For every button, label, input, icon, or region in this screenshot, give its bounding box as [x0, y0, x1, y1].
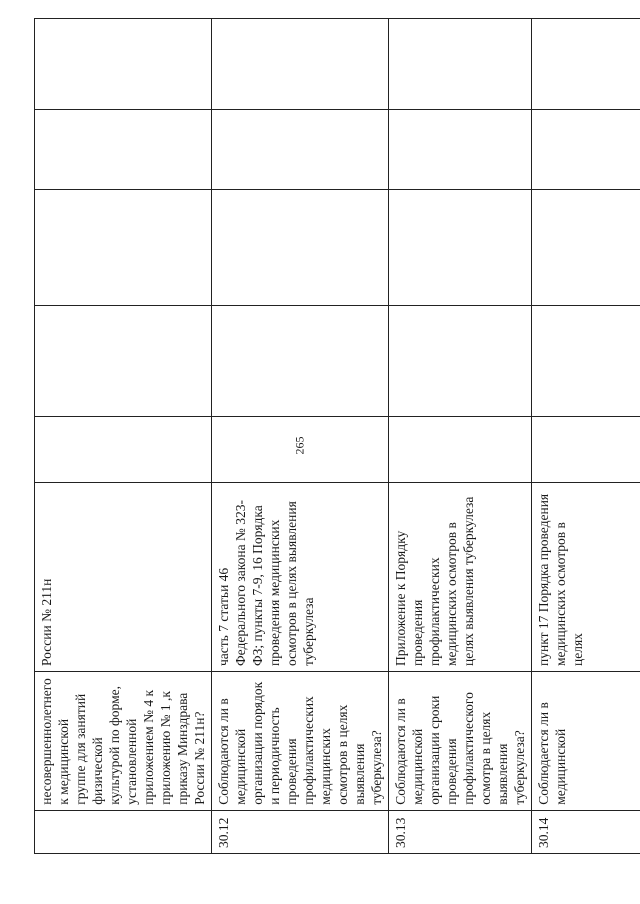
- table-row: [532, 19, 640, 854]
- reference-cell: России № 211н: [35, 483, 212, 672]
- table-row: [35, 19, 212, 854]
- question-cell: несовершеннолетнего к медицинской группе для занятий физической культурой по форме, установленной приложением № 4 к приложению № 1 ,к приказу Минздрава России № 211н?: [35, 672, 212, 811]
- empty-cell: [389, 189, 532, 305]
- checklist-table-rotated: [34, 18, 606, 854]
- empty-cell: [212, 189, 389, 305]
- page-number: 265: [292, 436, 307, 455]
- question-cell: Соблюдаются ли в медицинской организации сроки проведения профилактического осмотра в целях выявления туберкулеза?: [389, 672, 532, 811]
- table-row: [212, 19, 389, 854]
- empty-cell: [532, 110, 640, 190]
- empty-cell: [389, 417, 532, 483]
- empty-cell: [389, 110, 532, 190]
- empty-cell: [532, 189, 640, 305]
- empty-cell: [532, 19, 640, 110]
- empty-cell: [35, 110, 212, 190]
- empty-cell: [212, 305, 389, 416]
- question-cell: Соблюдается ли в медицинской: [532, 672, 640, 811]
- empty-cell: [532, 305, 640, 416]
- table-row: [389, 19, 532, 854]
- empty-cell: [212, 19, 389, 110]
- row-number: 30.13: [389, 810, 532, 853]
- reference-cell: Приложение к Порядку проведения профилактических медицинских осмотров в целях выявления туберкулеза: [389, 483, 532, 672]
- reference-cell: пункт 17 Порядка проведения медицинских осмотров в целях: [532, 483, 640, 672]
- question-cell: Соблюдаются ли в медицинской организации порядок и периодичность проведения профилактических медицинских осмотров в целях выявления туберкулеза?: [212, 672, 389, 811]
- empty-cell: [35, 417, 212, 483]
- empty-cell: [532, 417, 640, 483]
- row-number: 30.14: [532, 810, 640, 853]
- empty-cell: [212, 110, 389, 190]
- empty-cell: [35, 19, 212, 110]
- row-number: 30.12: [212, 810, 389, 853]
- checklist-table: [34, 18, 640, 854]
- empty-cell: [389, 19, 532, 110]
- reference-cell: часть 7 статьи 46 Федерального закона № 323-ФЗ; пункты 7-9, 16 Порядка проведения медицинских осмотров в целях выявления туберкулеза: [212, 483, 389, 672]
- row-number: [35, 810, 212, 853]
- empty-cell: [389, 305, 532, 416]
- empty-cell: [35, 189, 212, 305]
- empty-cell: [35, 305, 212, 416]
- empty-cell: [212, 417, 389, 483]
